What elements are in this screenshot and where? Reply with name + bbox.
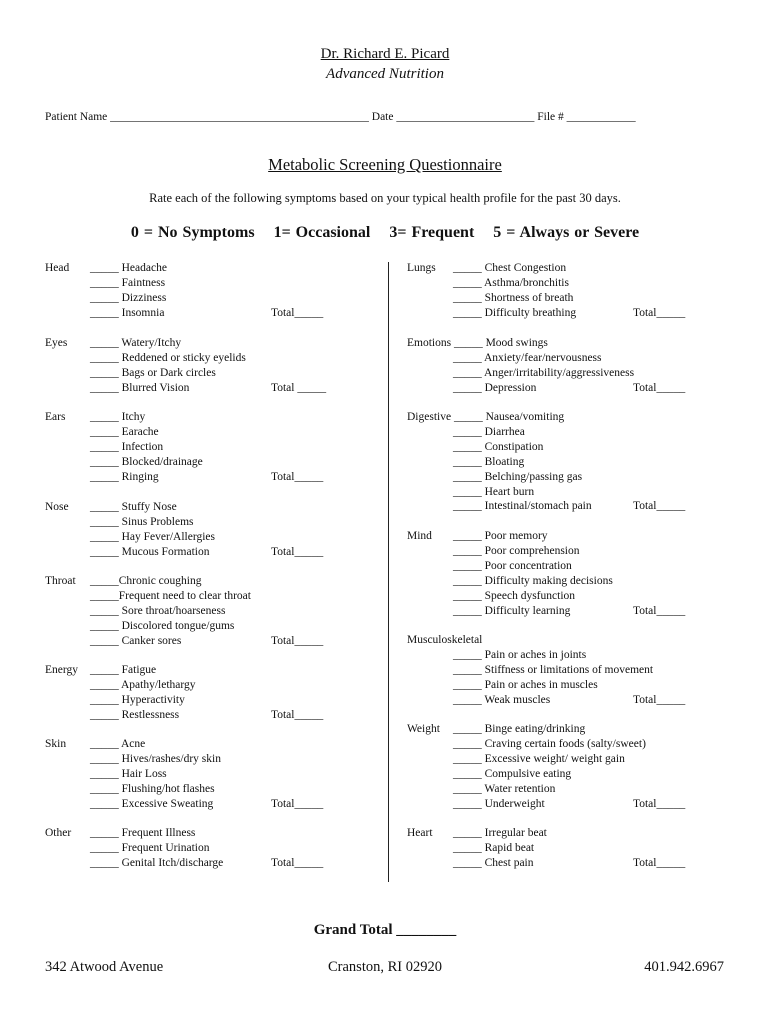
symptom-item: _____ Infection xyxy=(90,440,164,453)
footer-city: Cranston, RI 02920 xyxy=(328,959,442,975)
symptom-item: _____ Hay Fever/Allergies xyxy=(90,530,215,543)
symptom-item: _____ Constipation xyxy=(453,440,544,453)
symptom-item: _____ Watery/Itchy xyxy=(90,337,182,349)
symptom-item: _____ Diarrhea xyxy=(453,425,525,438)
symptom-item: _____ Apathy/lethargy xyxy=(90,678,196,691)
symptom-item: _____ Underweight xyxy=(453,797,545,810)
instructions: Rate each of the following symptoms based on your typical health profile for the past 30 days. xyxy=(149,191,621,205)
symptom-item: _____ Blurred Vision xyxy=(90,381,190,394)
grand-total: Grand Total ________ xyxy=(313,922,457,938)
symptom-item: _____ Intestinal/stomach pain xyxy=(453,500,592,513)
symptom-item: _____ Stuffy Nose xyxy=(90,501,177,513)
symptom-item: _____ Heart burn xyxy=(453,485,535,498)
symptom-item: _____ Fatigue xyxy=(90,664,157,676)
category-label: Energy xyxy=(45,664,79,676)
symptom-item: _____ Itchy xyxy=(90,411,146,423)
section-total: Total_____ xyxy=(271,306,324,319)
legend-item: 0 = No Symptoms xyxy=(130,224,255,241)
symptom-item: _____ Poor concentration xyxy=(453,559,572,572)
category-label: Mind xyxy=(407,530,432,542)
category-label: Lungs xyxy=(407,262,436,274)
symptom-item: _____ Compulsive eating xyxy=(453,767,572,780)
symptom-item: _____ Restlessness xyxy=(90,708,180,721)
section-total: Total_____ xyxy=(633,856,686,869)
symptom-item: _____ Chest Congestion xyxy=(453,262,567,274)
category-label: Emotions _____ Mood swings xyxy=(407,337,548,349)
symptom-item: _____ Hair Loss xyxy=(90,767,167,780)
symptom-item: _____ Hives/rashes/dry skin xyxy=(90,752,221,765)
symptom-item: _____ Mucous Formation xyxy=(90,545,210,558)
symptom-item: _____ Hyperactivity xyxy=(90,693,185,706)
patient-info-line: Patient Name _____________________________________________ Date ________________________ File # ____________ xyxy=(45,111,636,123)
symptom-item: _____ Difficulty learning xyxy=(453,604,571,617)
category-label: Heart xyxy=(407,827,433,839)
symptom-item: _____ Genital Itch/discharge xyxy=(90,856,224,869)
section-total: Total_____ xyxy=(633,797,686,810)
section-total: Total_____ xyxy=(271,708,324,721)
symptom-item: _____ Bags or Dark circles xyxy=(90,366,216,379)
category-label: Head xyxy=(45,262,70,274)
symptom-item: _____ Water retention xyxy=(453,782,556,795)
legend-item: 3= Frequent xyxy=(389,224,475,241)
category-label: Other xyxy=(45,827,72,839)
symptom-item: _____ Headache xyxy=(90,262,167,274)
symptom-item: _____ Blocked/drainage xyxy=(90,455,203,468)
symptom-item: _____ Earache xyxy=(90,425,159,438)
symptom-item: _____ Weak muscles xyxy=(453,693,551,706)
category-label: Eyes xyxy=(45,337,68,349)
symptom-item: _____ Dizziness xyxy=(90,291,167,304)
section-total: Total_____ xyxy=(633,693,686,706)
legend-item: 5 = Always or Severe xyxy=(493,224,640,241)
symptom-item: _____ Anger/irritability/aggressiveness xyxy=(453,366,635,379)
symptom-item: _____ Craving certain foods (salty/sweet) xyxy=(453,737,646,750)
symptom-item: _____ Insomnia xyxy=(90,306,165,319)
footer-address: 342 Atwood Avenue xyxy=(45,959,164,975)
symptom-item: _____ Bloating xyxy=(453,455,525,468)
symptom-item: _____ Depression xyxy=(453,381,537,394)
section-total: Total_____ xyxy=(271,856,324,869)
column-divider xyxy=(388,262,389,882)
symptom-item: _____Frequent need to clear throat xyxy=(90,589,251,602)
symptom-item: _____ Shortness of breath xyxy=(453,291,574,304)
category-label: Weight xyxy=(407,723,440,735)
symptom-item: _____ Stiffness or limitations of movement xyxy=(453,663,654,676)
symptom-item: _____ Chest pain xyxy=(453,856,534,869)
symptom-item: _____ Rapid beat xyxy=(453,841,535,854)
category-label: Musculoskeletal xyxy=(407,634,483,646)
symptom-item: _____ Discolored tongue/gums xyxy=(90,619,235,632)
symptom-item: _____ Pain or aches in joints xyxy=(453,648,587,661)
section-total: Total_____ xyxy=(271,470,324,483)
questionnaire-title: Metabolic Screening Questionnaire xyxy=(268,155,502,174)
category-label: Digestive _____ Nausea/vomiting xyxy=(407,411,565,423)
symptom-item: _____ Speech dysfunction xyxy=(453,589,576,602)
rating-legend xyxy=(0,224,770,242)
doctor-name: Dr. Richard E. Picard xyxy=(320,46,450,62)
symptom-item: _____ Excessive Sweating xyxy=(90,797,214,810)
symptom-item: _____ Sinus Problems xyxy=(90,515,194,528)
symptom-item: _____ Reddened or sticky eyelids xyxy=(90,351,246,364)
symptom-item: _____ Pain or aches in muscles xyxy=(453,678,598,691)
symptom-item: _____ Flushing/hot flashes xyxy=(90,782,215,795)
category-label: Throat xyxy=(45,575,76,587)
symptom-item: _____ Belching/passing gas xyxy=(453,470,583,483)
footer-phone: 401.942.6967 xyxy=(644,959,724,975)
section-total: Total_____ xyxy=(633,500,686,513)
practice-subtitle: Advanced Nutrition xyxy=(326,66,444,82)
symptom-item: _____ Asthma/bronchitis xyxy=(453,276,569,289)
symptom-item: _____ Difficulty making decisions xyxy=(453,574,613,587)
symptom-item: _____ Canker sores xyxy=(90,634,182,647)
section-total: Total_____ xyxy=(633,381,686,394)
symptom-item: _____ Poor memory xyxy=(453,530,548,542)
symptom-item: _____ Excessive weight/ weight gain xyxy=(453,752,625,765)
section-total: Total_____ xyxy=(271,634,324,647)
legend-item: 1= Occasional xyxy=(273,224,371,241)
category-label: Ears xyxy=(45,411,66,423)
section-total: Total_____ xyxy=(271,797,324,810)
category-label: Nose xyxy=(45,501,69,513)
symptom-item: _____ Faintness xyxy=(90,276,166,289)
symptom-item: _____ Frequent Illness xyxy=(90,827,196,839)
section-total: Total_____ xyxy=(633,604,686,617)
symptom-item: _____ Poor comprehension xyxy=(453,544,580,557)
section-total: Total_____ xyxy=(271,545,324,558)
category-label: Skin xyxy=(45,738,67,750)
symptom-item: _____ Anxiety/fear/nervousness xyxy=(453,351,602,364)
symptom-item: _____ Irregular beat xyxy=(453,827,547,839)
symptom-item: _____Chronic coughing xyxy=(90,575,202,587)
symptom-item: _____ Sore throat/hoarseness xyxy=(90,604,226,617)
symptom-item: _____ Binge eating/drinking xyxy=(453,723,586,735)
symptom-item: _____ Frequent Urination xyxy=(90,841,210,854)
symptom-item: _____ Acne xyxy=(90,738,146,750)
section-total: Total_____ xyxy=(633,306,686,319)
symptom-item: _____ Difficulty breathing xyxy=(453,306,577,319)
section-total: Total _____ xyxy=(271,381,327,394)
symptom-item: _____ Ringing xyxy=(90,470,159,483)
